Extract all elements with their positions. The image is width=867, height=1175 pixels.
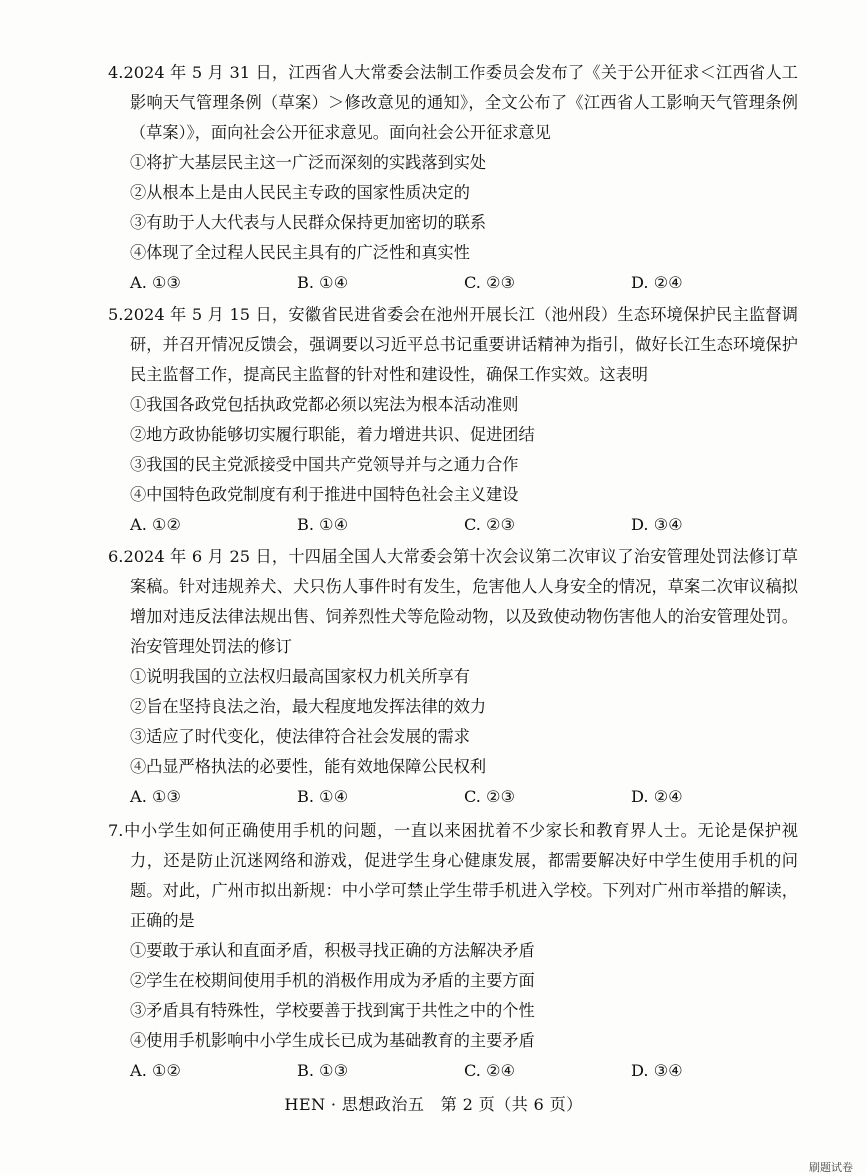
statement-3: ③适应了时代变化，使法律符合社会发展的需求 (130, 727, 470, 746)
statement-2: ②旨在坚持良法之治，最大程度地发挥法律的效力 (130, 697, 487, 716)
question-stem: 4.2024 年 5 月 31 日，江西省人大常委会法制工作委员会发布了《关于公开征求＜江西省人工影响天气管理条例（草案）＞修改意见的通知》，全文公布了《江西省人工影响天气管理条例（草案）》，面向社会公开征求意见。面向社会公开征求意见 (108, 63, 798, 142)
option-d: D. ③④ (631, 1061, 683, 1080)
statement-4: ④体现了全过程人民民主具有的广泛性和真实性 (130, 243, 470, 262)
option-b: B. ①④ (297, 515, 349, 534)
option-c: C. ②③ (464, 515, 516, 534)
option-b: B. ①④ (297, 787, 349, 806)
option-c: C. ②③ (464, 787, 516, 806)
question-7 (108, 816, 798, 1086)
answer-options (108, 510, 798, 540)
option-a: A. ①③ (130, 787, 182, 806)
option-a: A. ①② (130, 1061, 182, 1080)
option-d: D. ③④ (631, 515, 683, 534)
corner-watermark: 刷题试卷 (809, 1161, 853, 1174)
statement-1: ①我国各政党包括执政党都必须以宪法为根本活动准则 (130, 395, 519, 414)
statement-2: ②从根本上是由人民民主专政的国家性质决定的 (130, 183, 470, 202)
statement-4: ④凸显严格执法的必要性，能有效地保障公民权利 (130, 757, 487, 776)
option-b: B. ①③ (297, 1061, 349, 1080)
statement-1: ①将扩大基层民主这一广泛而深刻的实践落到实处 (130, 153, 487, 172)
answer-options (108, 1056, 798, 1086)
statement-2: ②学生在校期间使用手机的消极作用成为矛盾的主要方面 (130, 971, 535, 990)
question-5 (108, 300, 798, 540)
option-d: D. ②④ (631, 787, 683, 806)
option-b: B. ①④ (297, 273, 349, 292)
option-c: C. ②③ (464, 273, 516, 292)
question-stem: 7.中小学生如何正确使用手机的问题，一直以来困扰着不少家长和教育界人士。无论是保护视力，还是防止沉迷网络和游戏，促进学生身心健康发展，都需要解决好中学生使用手机的问题。对此，广州市拟出新规：中小学可禁止学生带手机进入学校。下列对广州市举措的解读，正确的是 (108, 821, 798, 930)
question-6 (108, 542, 798, 812)
question-4 (108, 58, 798, 298)
question-stem: 5.2024 年 5 月 15 日，安徽省民进省委会在池州开展长江（池州段）生态环境保护民主监督调研，并召开情况反馈会，强调要以习近平总书记重要讲话精神为指引，做好长江生态环境保护民主监督工作，提高民主监督的针对性和建设性，确保工作实效。这表明 (108, 305, 798, 384)
statement-1: ①说明我国的立法权归最高国家权力机关所享有 (130, 667, 470, 686)
page-footer: HEN · 思想政治五 第 2 页（共 6 页） (284, 1095, 583, 1114)
option-a: A. ①③ (130, 273, 182, 292)
statement-4: ④使用手机影响中小学生成长已成为基础教育的主要矛盾 (130, 1031, 535, 1050)
option-a: A. ①② (130, 515, 182, 534)
option-d: D. ②④ (631, 273, 683, 292)
question-list (108, 58, 798, 1088)
statement-3: ③矛盾具有特殊性，学校要善于找到寓于共性之中的个性 (130, 1001, 535, 1020)
statement-3: ③有助于人大代表与人民群众保持更加密切的联系 (130, 213, 487, 232)
statement-4: ④中国特色政党制度有利于推进中国特色社会主义建设 (130, 485, 519, 504)
statement-1: ①要敢于承认和直面矛盾，积极寻找正确的方法解决矛盾 (130, 941, 535, 960)
answer-options (108, 782, 798, 812)
option-c: C. ②④ (464, 1061, 516, 1080)
question-stem: 6.2024 年 6 月 25 日，十四届全国人大常委会第十次会议第二次审议了治安管理处罚法修订草案稿。针对违规养犬、犬只伤人事件时有发生，危害他人人身安全的情况，草案二次审议稿拟增加对违反法律法规出售、饲养烈性犬等危险动物，以及致使动物伤害他人的治安管理处罚。治安管理处罚法的修订 (108, 547, 798, 656)
statement-2: ②地方政协能够切实履行职能，着力增进共识、促进团结 (130, 425, 535, 444)
statement-3: ③我国的民主党派接受中国共产党领导并与之通力合作 (130, 455, 519, 474)
answer-options (108, 268, 798, 298)
